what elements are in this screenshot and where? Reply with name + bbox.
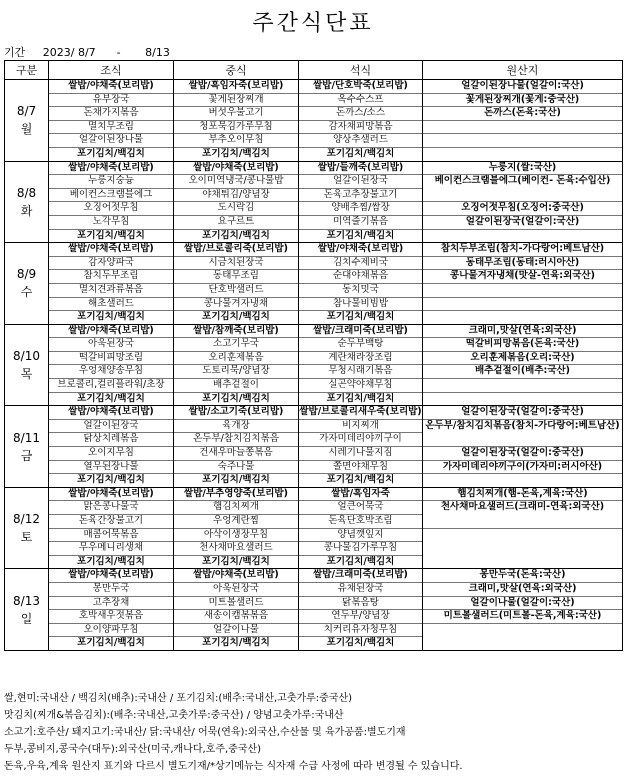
page-title: 주간식단표	[252, 11, 374, 36]
origin-item: 얼갈이된장국(얼갈이:국산)	[423, 216, 622, 230]
dinner-item: 계란채라장조림	[299, 352, 422, 366]
origin-item	[423, 298, 622, 312]
dinner-item: 양상추샐러드	[299, 134, 422, 148]
dinner-item: 돈육단호박조림	[299, 515, 422, 529]
breakfast-cell	[49, 80, 174, 162]
breakfast-item: 고추장채	[49, 597, 173, 611]
note-line: 쌀,현미:국내산 / 백김치(배추):국내산 / 포기김치:(배추:국내산,고춧가루:중국산)	[4, 693, 353, 704]
dinner-cell	[299, 161, 423, 243]
lunch-item: 육개장	[174, 420, 298, 434]
dinner-item: 쫄면야채무침	[299, 461, 422, 475]
origin-cell	[423, 161, 623, 243]
header-origin: 원산지	[423, 61, 623, 80]
dinner-item: 순두부백탕	[299, 338, 422, 352]
lunch-item: 건새우마늘쫑볶음	[174, 447, 298, 461]
dinner-item: 유채된장국	[299, 583, 422, 597]
period-start: 2023/ 8/7	[42, 46, 96, 59]
origin-item: 크래미,맛살(연육:외국산)	[423, 325, 622, 339]
breakfast-item: 쌀밥/야채죽(보리밥)	[49, 406, 173, 420]
origin-item: 베이컨스크램블에그(베이컨- 돈육:수입산)	[423, 175, 622, 202]
day-weekday: 목	[20, 366, 33, 381]
breakfast-item: 매콤어묵볶음	[49, 529, 173, 543]
lunch-item: 숙주나물	[174, 461, 298, 475]
origin-item: 온두부/참치김치볶음(참치-가다랑어:베트남산)	[423, 420, 622, 447]
lunch-item: 포기김치/백김치	[202, 229, 270, 241]
breakfast-item: 아욱된장국	[49, 338, 173, 352]
lunch-item: 도시락김	[174, 202, 298, 216]
origin-item: 콩나물겨자냉채(맛살-연육:외국산)	[423, 270, 622, 284]
dinner-item: 양배추찜/쌈장	[299, 202, 422, 216]
dinner-item: 치커리유자청무침	[299, 624, 422, 638]
note-line: 맛김치(찌개&볶음김치):(배추:국내산,고춧가루:중국산) / 양념고춧가루:국내산	[4, 710, 344, 721]
dinner-item: 쌀밥/흑임자죽	[299, 488, 422, 502]
day-weekday: 토	[20, 530, 33, 545]
breakfast-item: 무우메니리생채	[49, 542, 173, 556]
breakfast-item: 노각무침	[49, 216, 173, 230]
period-row	[4, 44, 170, 60]
dinner-item: 포기김치/백김치	[326, 474, 395, 486]
dinner-item: 콩나물김가루무침	[299, 542, 422, 556]
origin-cell	[423, 80, 623, 162]
dinner-item: 얼갈이된장국	[299, 175, 422, 189]
lunch-item: 쌀밥/참깨죽(보리밥)	[174, 325, 298, 339]
dinner-item: 쌀밥/야채죽(보리밥)	[299, 243, 422, 257]
breakfast-item: 우엉채양송무침	[49, 365, 173, 379]
day-cell	[5, 406, 49, 488]
breakfast-item: 쌀밥/야채죽(보리밥)	[49, 325, 173, 339]
day-date: 8/10	[13, 348, 40, 363]
lunch-item: 쌀밥/야채죽(보리밥)	[174, 569, 298, 583]
dinner-item: 실곤약야채무침	[299, 379, 422, 393]
dinner-item: 포기김치/백김치	[326, 392, 395, 404]
lunch-item: 포기김치/백김치	[202, 637, 270, 649]
dinner-cell	[299, 324, 423, 406]
lunch-item: 포기김치/백김치	[202, 392, 270, 404]
lunch-item: 청포묵김가루무침	[174, 121, 298, 135]
dinner-item: 얼큰어묵국	[299, 501, 422, 515]
origin-item: 천사채마요샐러드(크래미-연육:외국산)	[423, 501, 622, 528]
period-end: 8/13	[145, 46, 170, 59]
day-date: 8/8	[16, 185, 37, 200]
dinner-cell	[299, 569, 423, 651]
day-cell	[5, 80, 49, 162]
breakfast-cell	[49, 243, 174, 325]
breakfast-item: 열무된장나물	[49, 461, 173, 475]
breakfast-item: 포기김치/백김치	[77, 474, 145, 486]
breakfast-item: 참치두부조림	[49, 270, 173, 284]
day-weekday: 월	[20, 122, 33, 137]
lunch-item: 동태무조림	[174, 270, 298, 284]
breakfast-item: 떡갈비피망조림	[49, 352, 173, 366]
origin-item: 꽃게된장찌개(꽃게:중국산)	[423, 94, 622, 108]
origin-item: 햄김치찌개(햄-돈육,계육:국산)	[423, 488, 622, 502]
period-dash: -	[116, 46, 121, 59]
breakfast-item: 해초샐러드	[49, 298, 173, 312]
dinner-item: 동치밋국	[299, 284, 422, 298]
breakfast-item: 쌀밥/야채죽(보리밥)	[49, 488, 173, 502]
breakfast-item: 감자양파국	[49, 257, 173, 271]
lunch-item: 포기김치/백김치	[202, 147, 270, 159]
lunch-item: 온두부/참치김치볶음	[174, 433, 298, 447]
lunch-item: 쌀밥/야채죽(보리밥)	[174, 162, 298, 176]
breakfast-item: 멸치견과류볶음	[49, 284, 173, 298]
notes-section	[4, 690, 622, 775]
dinner-item: 포기김치/백김치	[326, 311, 395, 323]
origin-item	[423, 311, 622, 324]
note-line: 돈육,우육,계육 원산지 표기와 다르시 별도기재/*상기메뉴는 식자재 수급 사정에 따라 변경될 수 있습니다.	[4, 761, 463, 772]
lunch-cell	[174, 569, 299, 651]
breakfast-item: 포기김치/백김치	[77, 311, 145, 323]
breakfast-item: 베이컨스크램블에그	[49, 189, 173, 203]
origin-item: 얼갈이된장국(얼갈이:중국산)	[423, 447, 622, 461]
day-cell	[5, 569, 49, 651]
dinner-item: 포기김치/백김치	[326, 637, 395, 649]
origin-item: 얼갈이된장국(얼갈이:중국산)	[423, 406, 622, 420]
origin-cell	[423, 324, 623, 406]
dinner-item: 비지찌개	[299, 420, 422, 434]
dinner-item: 가자미데리야끼구이	[299, 433, 422, 447]
breakfast-item: 브로콜리,컬리플라워/초장	[49, 379, 173, 393]
lunch-item: 오이미역냉국/콩나물밥	[174, 175, 298, 189]
breakfast-item: 포기김치/백김치	[77, 229, 145, 241]
menu-body	[5, 80, 623, 651]
day-cell	[5, 243, 49, 325]
origin-cell	[423, 487, 623, 569]
breakfast-item: 쌀밥/야채죽(보리밥)	[49, 80, 173, 94]
lunch-item: 쌀밥/소고기죽(보리밥)	[174, 406, 298, 420]
lunch-item: 콩나물겨자냉채	[174, 298, 298, 312]
dinner-item: 닭볶음탕	[299, 597, 422, 611]
lunch-item: 아욱된장국	[174, 583, 298, 597]
origin-item: 오리훈제볶음(오리:국산)	[423, 352, 622, 366]
breakfast-cell	[49, 406, 174, 488]
origin-item	[423, 624, 622, 637]
origin-item	[423, 474, 622, 487]
breakfast-item: 오징어젓무침	[49, 202, 173, 216]
dinner-item: 감자채피망볶음	[299, 121, 422, 135]
header-dinner: 석식	[299, 61, 423, 80]
origin-cell	[423, 406, 623, 488]
lunch-item: 천사채마요샐러드	[174, 542, 298, 556]
origin-item: 몽만두국(돈육:국산)	[423, 569, 622, 583]
day-row	[5, 406, 623, 488]
lunch-item: 버섯우불고기	[174, 107, 298, 121]
day-row	[5, 80, 623, 162]
lunch-item: 요구르트	[174, 216, 298, 230]
day-date: 8/13	[13, 593, 40, 608]
day-date: 8/11	[13, 430, 40, 445]
day-row	[5, 243, 623, 325]
lunch-cell	[174, 406, 299, 488]
origin-item: 얼갈이된장나물(얼갈이:국산)	[423, 80, 622, 94]
breakfast-cell	[49, 487, 174, 569]
dinner-cell	[299, 243, 423, 325]
origin-item	[423, 121, 622, 135]
dinner-item: 참나물비빔밥	[299, 298, 422, 312]
lunch-item: 배추겉절이	[174, 379, 298, 393]
day-weekday: 수	[20, 285, 33, 300]
breakfast-item: 닭상치레볶음	[49, 433, 173, 447]
breakfast-item: 포기김치/백김치	[77, 147, 145, 159]
origin-item	[423, 379, 622, 393]
day-date: 8/7	[16, 104, 37, 119]
lunch-item: 쌀밥/부추영양죽(보리밥)	[174, 488, 298, 502]
header-breakfast: 조식	[49, 61, 174, 80]
origin-item: 누룽지(쌀:국산)	[423, 162, 622, 176]
dinner-item: 쌀밥/크래미죽(보리밥)	[299, 325, 422, 339]
period-label: 기간	[4, 46, 26, 59]
day-weekday: 일	[20, 611, 33, 626]
day-weekday: 금	[20, 448, 33, 463]
dinner-item: 무청시래기볶음	[299, 365, 422, 379]
day-date: 8/9	[16, 267, 37, 282]
lunch-item: 포기김치/백김치	[202, 474, 270, 486]
day-row	[5, 324, 623, 406]
dinner-item: 미역줄기볶음	[299, 216, 422, 230]
dinner-item: 양념깻잎지	[299, 529, 422, 543]
day-row	[5, 161, 623, 243]
dinner-item: 연두부/양념장	[299, 610, 422, 624]
header-row	[5, 61, 623, 80]
breakfast-item: 포기김치/백김치	[77, 637, 145, 649]
breakfast-item: 돈채가지볶음	[49, 107, 173, 121]
dinner-item: 옥수수스프	[299, 94, 422, 108]
day-row	[5, 487, 623, 569]
lunch-item: 얼갈이나물	[174, 624, 298, 638]
dinner-item: 쌀밥/단호박죽(보리밥)	[299, 80, 422, 94]
breakfast-item: 쌀밥/야채죽(보리밥)	[49, 162, 173, 176]
lunch-item: 오리훈제볶음	[174, 352, 298, 366]
dinner-cell	[299, 80, 423, 162]
dinner-cell	[299, 406, 423, 488]
lunch-item: 야채튀김/양념장	[174, 189, 298, 203]
breakfast-item: 멸치무조림	[49, 121, 173, 135]
lunch-item: 쌀밥/흑임자죽(보리밥)	[174, 80, 298, 94]
day-cell	[5, 161, 49, 243]
lunch-item: 포기김치/백김치	[202, 311, 270, 323]
header-lunch: 중식	[174, 61, 299, 80]
lunch-item: 햄김치찌개	[174, 501, 298, 515]
breakfast-cell	[49, 161, 174, 243]
day-cell	[5, 487, 49, 569]
lunch-item: 부추오이무침	[174, 134, 298, 148]
dinner-item: 쌀밥/브로콜리새우죽(보리밥)	[299, 406, 422, 420]
breakfast-item: 유부장국	[49, 94, 173, 108]
day-row	[5, 569, 623, 651]
breakfast-item: 쌀밥/야채죽(보리밥)	[49, 243, 173, 257]
note-line: 두부,콩비지,콩국수(대두):외국산(미국,캐나다,호주,중국산)	[4, 744, 262, 755]
origin-item	[423, 529, 622, 542]
origin-item: 참치두부조림(참치-가다랑어:베트남산)	[423, 243, 622, 257]
lunch-item: 꽃게된장찌개	[174, 94, 298, 108]
note-line: 소고기:호주산/ 돼지고기:국내산/ 닭:국내산/ 어묵(연육):외국산,수산물 및 육가공품:별도기재	[4, 727, 406, 738]
day-cell	[5, 324, 49, 406]
lunch-cell	[174, 324, 299, 406]
day-date: 8/12	[13, 512, 40, 527]
breakfast-item: 쌀밥/야채죽(보리밥)	[49, 569, 173, 583]
dinner-item: 김치수제비국	[299, 257, 422, 271]
origin-item	[423, 393, 622, 406]
lunch-item: 쌀밥/브로콜리죽(보리밥)	[174, 243, 298, 257]
origin-item	[423, 284, 622, 298]
dinner-item: 시레기나물지짐	[299, 447, 422, 461]
lunch-item: 도토리묵/양념장	[174, 365, 298, 379]
origin-item: 배추겉절이(배추:국산)	[423, 365, 622, 379]
breakfast-item: 돈육간장불고기	[49, 515, 173, 529]
day-weekday: 화	[20, 203, 33, 218]
origin-item: 돈까스(돈육:국산)	[423, 107, 622, 121]
origin-item: 미트볼샐러드(미트볼-돈육,계육:국산)	[423, 610, 622, 624]
dinner-item: 쌀밥/들깨죽(보리밥)	[299, 162, 422, 176]
dinner-item: 돈까스/소스	[299, 107, 422, 121]
lunch-cell	[174, 243, 299, 325]
breakfast-item: 오이지무침	[49, 447, 173, 461]
lunch-item: 소고기무국	[174, 338, 298, 352]
origin-item: 얼갈이나물(얼갈이:국산)	[423, 597, 622, 611]
origin-item	[423, 148, 622, 161]
breakfast-item: 포기김치/백김치	[77, 392, 145, 404]
lunch-item: 우엉계란찜	[174, 515, 298, 529]
header-category: 구분	[5, 61, 49, 80]
origin-cell	[423, 243, 623, 325]
dinner-item: 포기김치/백김치	[326, 229, 395, 241]
breakfast-item: 맑은콩나물국	[49, 501, 173, 515]
breakfast-item: 얼갈이된장나물	[49, 134, 173, 148]
dinner-item: 쌀밥/크래미죽(보리밥)	[299, 569, 422, 583]
dinner-item: 순대야채볶음	[299, 270, 422, 284]
lunch-item: 단호박샐러드	[174, 284, 298, 298]
breakfast-item: 몽만두국	[49, 583, 173, 597]
breakfast-cell	[49, 569, 174, 651]
breakfast-item: 누룽지숭늉	[49, 175, 173, 189]
origin-item: 떡갈비피망볶음(돈육:국산)	[423, 338, 622, 352]
lunch-item: 시금치된장국	[174, 257, 298, 271]
dinner-item: 돈육고추장불고기	[299, 189, 422, 203]
breakfast-item: 오이양파무침	[49, 624, 173, 638]
breakfast-item: 호박새우젓볶음	[49, 610, 173, 624]
lunch-cell	[174, 487, 299, 569]
lunch-item: 아삭이생장무침	[174, 529, 298, 543]
lunch-item: 새송이캠볶볶음	[174, 610, 298, 624]
origin-item	[423, 134, 622, 148]
breakfast-item: 포기김치/백김치	[77, 555, 145, 567]
lunch-item: 미트볼샐러드	[174, 597, 298, 611]
origin-item: 가자미데리야끼구이(가자미:러시아산)	[423, 461, 622, 475]
lunch-item: 포기김치/백김치	[202, 555, 270, 567]
origin-item	[423, 230, 622, 243]
lunch-cell	[174, 80, 299, 162]
dinner-item: 포기김치/백김치	[326, 555, 395, 567]
weekly-menu-table	[4, 60, 623, 651]
origin-item: 오징어젓무침(오징어:중국산)	[423, 202, 622, 216]
dinner-item: 포기김치/백김치	[326, 147, 395, 159]
breakfast-item: 얼갈이된장국	[49, 420, 173, 434]
origin-item: 동태무조림(동태:러시아산)	[423, 257, 622, 271]
dinner-cell	[299, 487, 423, 569]
origin-cell	[423, 569, 623, 651]
origin-item: 크래미,맛살(연육:외국산)	[423, 583, 622, 597]
breakfast-cell	[49, 324, 174, 406]
lunch-cell	[174, 161, 299, 243]
